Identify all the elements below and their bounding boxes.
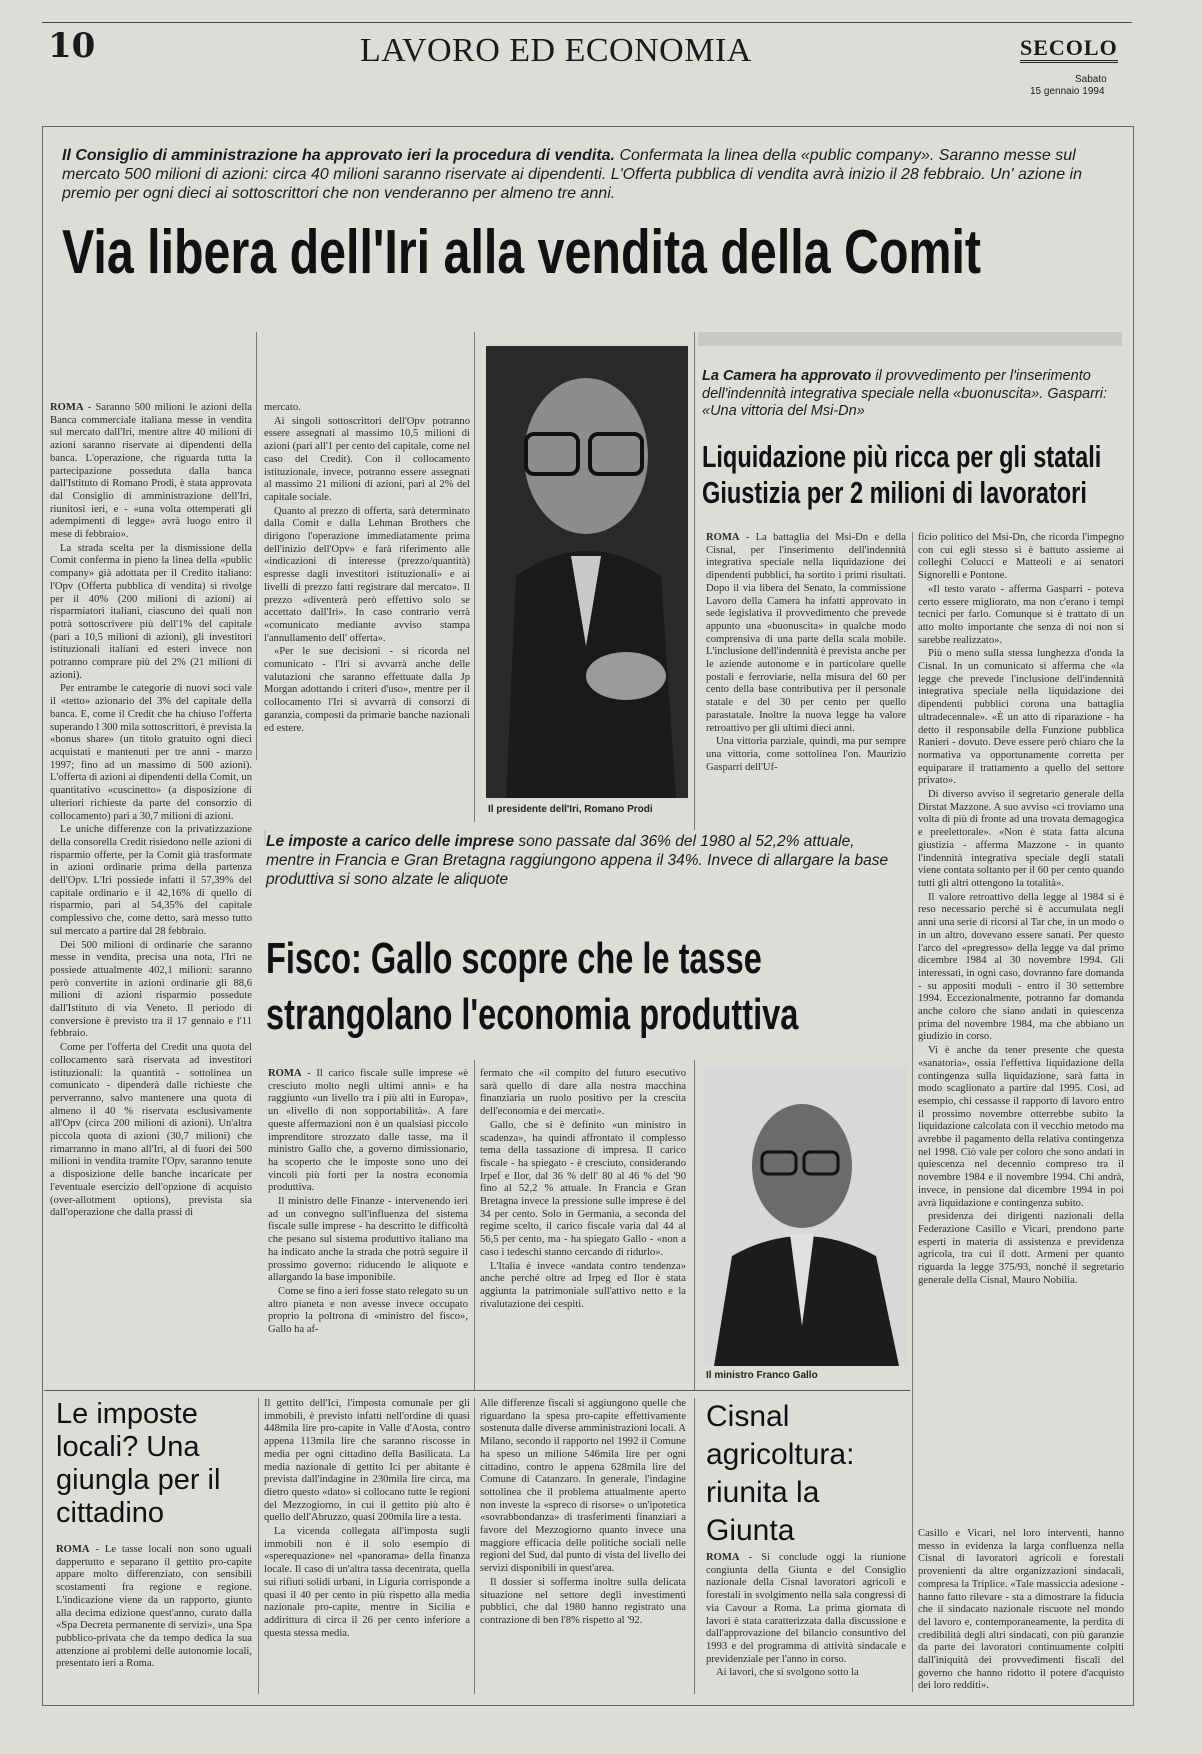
paragraph: Il dossier si sofferma inoltre sulla delicata situazione nel settore degli investimenti pubblici, che dal 1980 hanno registrato una contrazione di ben l'8% rispetto al '92. (480, 1576, 686, 1626)
fisco-column-1 (268, 1068, 468, 1388)
paragraph: Ai lavori, che si svolgono sotto la (716, 1667, 859, 1679)
paragraph: Ai singoli sottoscrittori dell'Opv potranno essere assegnati al massimo 10,5 milioni di azioni (pari all'1 per cento del capitale, come nel caso del Credit). Con il collocamento istituzionale, invece, potranno essere assegnati al massimo 21 milioni di azioni, pari al 2% del capitale sociale. (264, 415, 470, 503)
newspaper-logo: SECOLO (1020, 36, 1118, 63)
top-gray-band (698, 332, 1122, 346)
masthead-rule (42, 22, 1132, 23)
page-number: 10 (48, 26, 96, 66)
cisnal-dateline: ROMA (706, 1552, 740, 1563)
divider-statali (912, 532, 913, 1692)
fisco-dateline: ROMA (268, 1068, 302, 1079)
paragraph: La vicenda collegata all'imposta sugli immobili non è il solo esempio di «sperequazione» nel «panorama» della finanza locale. Il caso di un'altra tassa decentrata, quella sui rifiuti solidi urbani, in Liguria corrisponde a quasi il 40 per cento in più rispetto alla media nazionale pro-capite, mentre in Sicilia e addirittura di circa il 26 per cento inferiore a questa stessa media. (264, 1526, 470, 1639)
paragraph: presidenza dei dirigenti nazionali della Federazione Casillo e Vicari, prendono parte esperti in materia di assistenza e previdenza agricola, tra cui il dott. Armeni per quanto riguarda la legge 375/93, nonché il segretario generale della Cisnal, Mauro Nobilia. (918, 1211, 1124, 1286)
paragraph: Come se fino a ieri fosse stato relegato su un altro pianeta e non avesse invece occupato proprio la poltrona di «ministro del fisco», Gallo ha af- (268, 1285, 468, 1336)
divider-right (694, 332, 695, 832)
cisnal-column-1 (706, 1552, 906, 1694)
paragraph: Dei 500 milioni di ordinarie che saranno messe in vendita, precisa una nota, l'Iri ne possiede attualmente 402,1 milioni: saranno però convertite in azioni ordinarie gli 88,6 milioni di azioni risparmio possedute dall'Istituto di via Veneto. Il periodo di conversione è previsto tra il 17 gennaio e l'11 febbraio. (50, 939, 252, 1040)
statali-kicker (702, 368, 1122, 421)
prodi-caption: Il presidente dell'Iri, Romano Prodi (488, 804, 653, 815)
paragraph: Le uniche differenze con la privatizzazione della consorella Credit risiedono nelle azioni di risparmio offerte, per la Comit già trasformate in azioni ordinarie prima della partenza dell'Opv. L'Iri possiede infatti il 57,39% del capitale ordinario e il 42,16% di quello di risparmio, pari al 54,35% del capitale complessivo che, come detto, sarà messo tutto sul mercato a partire dal 28 febbraio. (50, 824, 252, 937)
divider-locali-2 (474, 1398, 475, 1694)
paragraph: Una vittoria parziale, quindi, ma pur sempre una vittoria, come sottolinea l'on. Maurizio Gasparri dell'Uf- (706, 736, 906, 773)
gallo-portrait-icon (704, 1066, 906, 1366)
divider-fisco-2 (694, 1060, 695, 1390)
issue-date: 15 gennaio 1994 (1030, 86, 1105, 97)
fisco-column-2 (480, 1068, 686, 1388)
locali-column-2 (264, 1398, 470, 1694)
cisnal-column-2 (918, 1528, 1124, 1694)
paragraph: Come per l'offerta del Credit una quota del collocamento sarà riservata ad investitori istituzionali: la quantità - sottolinea un comunicato - dipenderà dalle richieste che perverranno, salvo mantenere una quota di almeno il 40 % riservata esclusivamente all'Opv (circa 200 milioni di azioni). Un'altra piccola quota di azioni (30,7 milioni) che rimarranno in mano all'Iri, al di fuori dei 500 milioni in vendita tramite l'Opv, saranno tenute a disposizione delle banche incaricate per l'eventuale esercizio dell'opzione di acquisto (over-allotment options), prevista sia dall'operazione che dalla prassi di (50, 1042, 252, 1219)
locali-column-2-text: Il gettito dell'Ici, l'imposta comunale per gli immobili, è previsto infatti nell'ordine di quasi 448mila lire pro-capite in Valle d'Aosta, contro appena 113mila lire che saranno riscosse in media per ogni cittadino della Basilicata. La media nazionale di gettito Ici per abitante è prevista dall'indagine in 230mila lire circa, ma dietro questo «dato» si collocano tutte le regioni del Mezzogiorno, in cui il gettito più alto è quello dell'Abruzzo, quasi 200mila lire a testa. (264, 1398, 470, 1524)
divider-fisco-1 (474, 1060, 475, 1390)
paragraph: «Per le sue decisioni - si ricorda nel comunicato - l'Iri si avvarrà anche delle valutazioni che saranno effettuate dalla Jp Morgan adottando i criteri d'uso», mentre per il collocamento l'Iri si avvarrà di consorzi di garanzia, composti da primarie banche nazionali ed estere. (264, 646, 470, 734)
lead-headline: Via libera dell'Iri alla vendita della Comit (62, 218, 982, 287)
fisco-kicker (266, 830, 906, 889)
locali-dateline: ROMA (56, 1544, 90, 1555)
locali-column-1 (56, 1544, 252, 1694)
gallo-photo (704, 1066, 906, 1366)
fisco-headline-1: Fisco: Gallo scopre che le tasse (266, 934, 762, 983)
paragraph: Gallo, che si è definito «un ministro in scadenza», ha quindi affrontato il complesso tema della tassazione di impresa. Il carico fiscale - ha spiegato - è cresciuto, considerando Irpef e Ilor, dal 36 % dell' 80 al 46 % del '90 fino al 52,2 % attuale. In Francia e Gran Bretagna invece la pressione sulle imprese è del 34 per cento. Solo in Germania, a seconda del regime scelto, il carico fiscale varia dal 44 al 56,5 per cento, ma - ha spiegato Gallo - «non a caso i tedeschi stanno cercando di ridurlo». (480, 1119, 686, 1258)
paragraph: Di diverso avviso il segretario generale della Dirstat Mazzone. A suo avviso «ci troviamo una volta di più di fronte ad una trovata demagogica e preelettorale». «Non è stata fatta alcuna giustizia - afferma Mazzone - in quanto l'indennità integrativa speciale degli statali viene contata soltanto per il 60 per cento quando tutti gli altri ottengono la totalità». (918, 789, 1124, 889)
divider-cisnal (694, 1398, 695, 1694)
lead-kicker (62, 146, 1112, 203)
paragraph: «Il testo varato - afferma Gasparri - poteva certo essere migliorato, ma non c'erano i tempi tecnici per farlo. Comunque si è trattato di un atto molto importante che senza di noi non si sarebbe realizzato». (918, 583, 1124, 646)
paragraph: Per entrambe le categorie di nuovi soci vale il «tetto» azionario del 3% del capitale della banca. E, come il Credit che ha chiuso l'offerta superando l 300 mila sottoscrittori, è prevista la «bonus share» (un titolo gratuito ogni dieci acquistati e mantenuti per tre anni - marzo 1997; fino ad un massimo di 500 azioni). L'offerta di azioni ai dipendenti della Comit, un quantitativo «cuscinetto» (a disposizione di ulteriori richieste da parte del consorzio di collocamento) pari a 30,7 milioni di azioni. (50, 683, 252, 822)
statali-column-1-text: - La battaglia del Msi-Dn e della Cisnal, per l'inserimento dell'indennità integrativa speciale nella liquidazione dei dipendenti pubblici, ha sortito i primi risultati. Dopo il via libera del Senato, la commissione Lavoro della Camera ha infatti approvato in sede legislativa il provvedimento che prevede appunto una «buonuscita» in qualche modo comprensiva di una parte della scala mobile. L'inclusione dell'indennità è prevista anche per le aziende autonome e in particolare quelle postali e ferroviarie, nella misura del 60 per cento della base contributiva per il personale statale e del 30 per cento per quello parastatale. Inoltre la nuova legge ha valore retroattivo per gli ultimi dieci anni. (706, 532, 906, 734)
locali-column-1-text: - Le tasse locali non sono uguali dappertutto e separano il gettito pro-capite appare molto differenziato, con sensibili scostamenti fra regione e regione. L'indicazione viene da un rapporto, giunto alla decima edizione quest'anno, curato dalla «Spa Decreta permanente di servizi», una Spa pubblico-privata che da tempo dedica la sua attenzione ai problemi delle autonomie locali, presentato ieri a Roma. (56, 1544, 252, 1670)
paragraph: La strada scelta per la dismissione della Comit conferma in pieno la linea della «public company» già adottata per il Credito italiano: l'Opv (Offerta pubblica di vendita) si rivolge per il 40% (200 milioni di azioni) ai risparmiatori italiani, ciascuno dei quali non potrà sottoscrivere più dell'1% del capitale (pari a 10,5 milioni di azioni), gli investitori istituzionali italiani ed esteri invece non potranno comprare più del 2% (21 milioni di azioni). (50, 542, 252, 681)
fisco-column-1-text: - Il carico fiscale sulle imprese «è cresciuto molto negli ultimi anni» e ha raggiunto «un livello tra i più alti in Europa», un «livello di non sopportabilità». A fare queste affermazioni non è un qualsiasi piccolo imprenditore strozzato dalle tasse, ma il ministro Gallo che, a governo dimissionario, ha scoperto che le imposte sono uno dei vincoli più forti per la nostra economia produttiva. (268, 1068, 468, 1194)
cisnal-headline: Cisnal agricoltura: riunita la Giunta (706, 1400, 855, 1547)
divider-lead-left (256, 332, 257, 760)
section-title: LAVORO ED ECONOMIA (360, 32, 752, 69)
statali-column-2 (918, 532, 1124, 1692)
lead-dateline: ROMA (50, 402, 84, 413)
lead-column-1-text: - Saranno 500 milioni le azioni della Banca commerciale italiana messe in vendita sul mercato dall'Iri, mentre altre 40 milioni di azioni saranno riservate ai dipendenti della banca. L'operazione, che riguarda tutta la partecipazione posseduta dalla banca dall'Istituto di Romano Prodi, è stata approvata dal Consiglio di amministrazione dell'Iri, riunitosi ieri, e - «una volta ottemperati gli adempimenti di legge» avrà luogo entro il mese di febbraio». (50, 402, 252, 541)
lead-column-1 (50, 402, 252, 1562)
fisco-headline-2: strangolano l'economia produttiva (266, 990, 799, 1039)
fisco-kicker-text: sono passate dal 36% del 1980 al 52,2% attuale, mentre in Francia e Gran Bretagna raggiungono appena il 34%. Invece di allargare la base produttiva si sono alzate le aliquote (266, 833, 889, 888)
statali-kicker-text: il provvedimento per l'inserimento dell'indennità integrativa speciale nella «buonuscita». Gasparri: «Una vittoria del Msi-Dn» (702, 368, 1107, 419)
paragraph: Vi è anche da tener presente che questa «sanatoria», ossia l'effettiva liquidazione della contingenza sulla liquidazione, sarà fatta in modo scaglionato a partire dal 1995. Così, ad esempio, chi cessasse il rapporto di lavoro entro il prossimo novembre otterrebbe subito la liquidazione calcolata con il vecchio metodo ma avrebbe il pagamento della relativa contingenza nel 1998. Ciò vale per coloro che sono andati in quiescenza nel decennio compreso tra il novembre 1984 e il novembre 1994. Chi andrà, invece, in pensione dal dicembre 1994 in poi avrà liquidazione e contingenza subito. (918, 1045, 1124, 1209)
cisnal-column-1-text: - Si conclude oggi la riunione congiunta della Giunta e del Consiglio nazionale della Cisnal lavoratori agricoli e forestali in svolgimento nella sala congressi di via Cavour a Roma. La prima giornata di lavori è stata caratterizzata dalla discussione e dall'approvazione del bilancio consuntivo del 1993 e del programma di attività sindacale e previdenziale per l'anno in corso. (706, 1552, 906, 1665)
gallo-caption: Il ministro Franco Gallo (706, 1370, 818, 1381)
issue-day: Sabato (1075, 74, 1107, 85)
fisco-column-2-text: fermato che «il compito del futuro esecutivo sarà quello di dare alla nostra macchina finanziaria un ruolo positivo per la crescita dell'economia e dei mercati». (480, 1068, 686, 1118)
locali-headline: Le imposte locali? Una giungla per il cittadino (56, 1398, 221, 1529)
lead-kicker-text: Confermata la linea della «public company». Saranno messe sul mercato 500 milioni di azioni: circa 40 milioni saranno riservate ai dipendenti. L'Offerta pubblica di vendita avrà inizio il 28 febbraio. Un' azione in premio per ogni dieci ai sottoscrittori che non venderanno per almeno tre anni. (62, 147, 1082, 202)
fisco-kicker-bold: Le imposte a carico delle imprese (266, 833, 515, 850)
paragraph: L'Italia è invece «andata contro tendenza» anche perché oltre ad Irpeg ed Ilor è stata aggiunta la patrimoniale sull'attivo netto e la rivalutazione dei cespiti. (480, 1260, 686, 1310)
cisnal-column-2-text: Casillo e Vicari, nel loro interventi, hanno messo in evidenza la larga confluenza nella Cisnal di lavoratori agricoli e forestali provenienti da altre organizzazioni sindacali, compresa la Triplice. «Tale massiccia adesione - hanno fatto rilevare - sta a dimostrare la fiducia che il sindacato nazionale riscuote nel mondo del lavoro e, contemporaneamente, la perdita di credibilità degli altri sindacati, con più garanzie da parte dei lavoratori continuamente colpiti dall'iniquità dei provvedimenti fiscali del governo che hanno ridotto il potere d'acquisto dei loro redditi». (918, 1528, 1124, 1692)
statali-dateline: ROMA (706, 532, 740, 543)
divider-locali-1 (258, 1398, 259, 1694)
prodi-photo (486, 346, 688, 798)
statali-headline-1: Liquidazione più ricca per gli statali (702, 439, 1102, 474)
divider-bottom-section (44, 1390, 910, 1391)
paragraph: Più o meno sulla stessa lunghezza d'onda la Cisnal. In un comunicato si afferma che «la legge che prevede l'inclusione dell'indennità integrativa speciale nella liquidazione dei dipendenti pubblici corona una battaglia ultradecennale». «È un atto di riparazione - ha detto il responsabile della Funzione pubblica Ranieri - dovuto. Deve essere però chiaro che la normativa va opportunamente corretta per equiparare il trattamento a quello del settore privato». (918, 648, 1124, 787)
locali-column-3 (480, 1398, 686, 1694)
statali-kicker-bold: La Camera ha approvato (702, 368, 872, 384)
paragraph: Il valore retroattivo della legge al 1984 si è reso necessario perché si è accumulata negli anni una serie di ricorsi al Tar che, in un modo o in un altro, dovevano essere sanati. Per questo l'arco del «pregresso» della legge va dal primo dicembre 1984 al 30 novembre 1994. Gli interessati, in ogni caso, dovranno fare domanda - su appositi moduli - entro il 30 settembre 1994. Eccezionalmente, potranno far domanda anche coloro che siano andati in quiescenza prima del novembre 1984, ma che abbiano un giudizio in corso. (918, 891, 1124, 1043)
lead-kicker-bold: Il Consiglio di amministrazione ha approvato ieri la procedura di vendita. (62, 147, 615, 164)
statali-column-1 (706, 532, 906, 812)
statali-column-2-text: ficio politico del Msi-Dn, che ricorda l'impegno con cui egli stesso si è battuto assieme ai colleghi Colucci e Matteoli e ai senatori Signorelli e Pontone. (918, 532, 1124, 582)
statali-headline-2: Giustizia per 2 milioni di lavoratori (702, 475, 1087, 510)
divider-lead-photo (474, 332, 475, 822)
lead-column-2 (264, 402, 470, 748)
paragraph: Quanto al prezzo di offerta, sarà determinato dalla Comit e dalla Lehman Brothers che dirigono l'operazione immediatamente prima dell'inizio dell'Opv» e farà riferimento alle «indicazioni di interesse (prezzo/quantità) espresse dagli investitori istituzionali» e ai livelli di prezzo fatti registrare dal mercato». Il prezzo «diventerà però effettivo solo se accettato dall'Iri». In caso contrario verrà «comunicato mediante avviso stampa l'annullamento dell' offerta». (264, 505, 470, 644)
locali-column-3-text: Alle differenze fiscali si aggiungono quelle che riguardano la spesa pro-capite effettivamente sostenuta dalle diverse amministrazioni locali. A Milano, secondo il rapporto nel 1992 il Comune ha speso un milione 546mila lire per ogni cittadino, contro le appena 628mila lire del Comune di Catanzaro. In generale, l'indagine sottolinea che il problema attualmente aperto non investe la «spreco di risorse» o un'ipotetica «sovrabbondanza» di trasferimenti finanziari a favore del Mezzogiorno quanto invece una maggiore efficacia delle politiche sociali nelle regioni del Sud, dal punto di vista del livello dei servizi disponibili in quest'area. (480, 1398, 686, 1575)
prodi-portrait-icon (486, 346, 688, 798)
paragraph: Il ministro delle Finanze - intervenendo ieri ad un convegno sull'influenza del sistema fiscale sulle imprese - ha descritto le difficoltà che pesano sul sistema produttivo italiano ma ha indicato anche la strada che potrà seguire il prossimo governo: riducendo le aliquote e allargando la base imponibile. (268, 1196, 468, 1284)
lead-column-2-text: mercato. (264, 402, 301, 413)
